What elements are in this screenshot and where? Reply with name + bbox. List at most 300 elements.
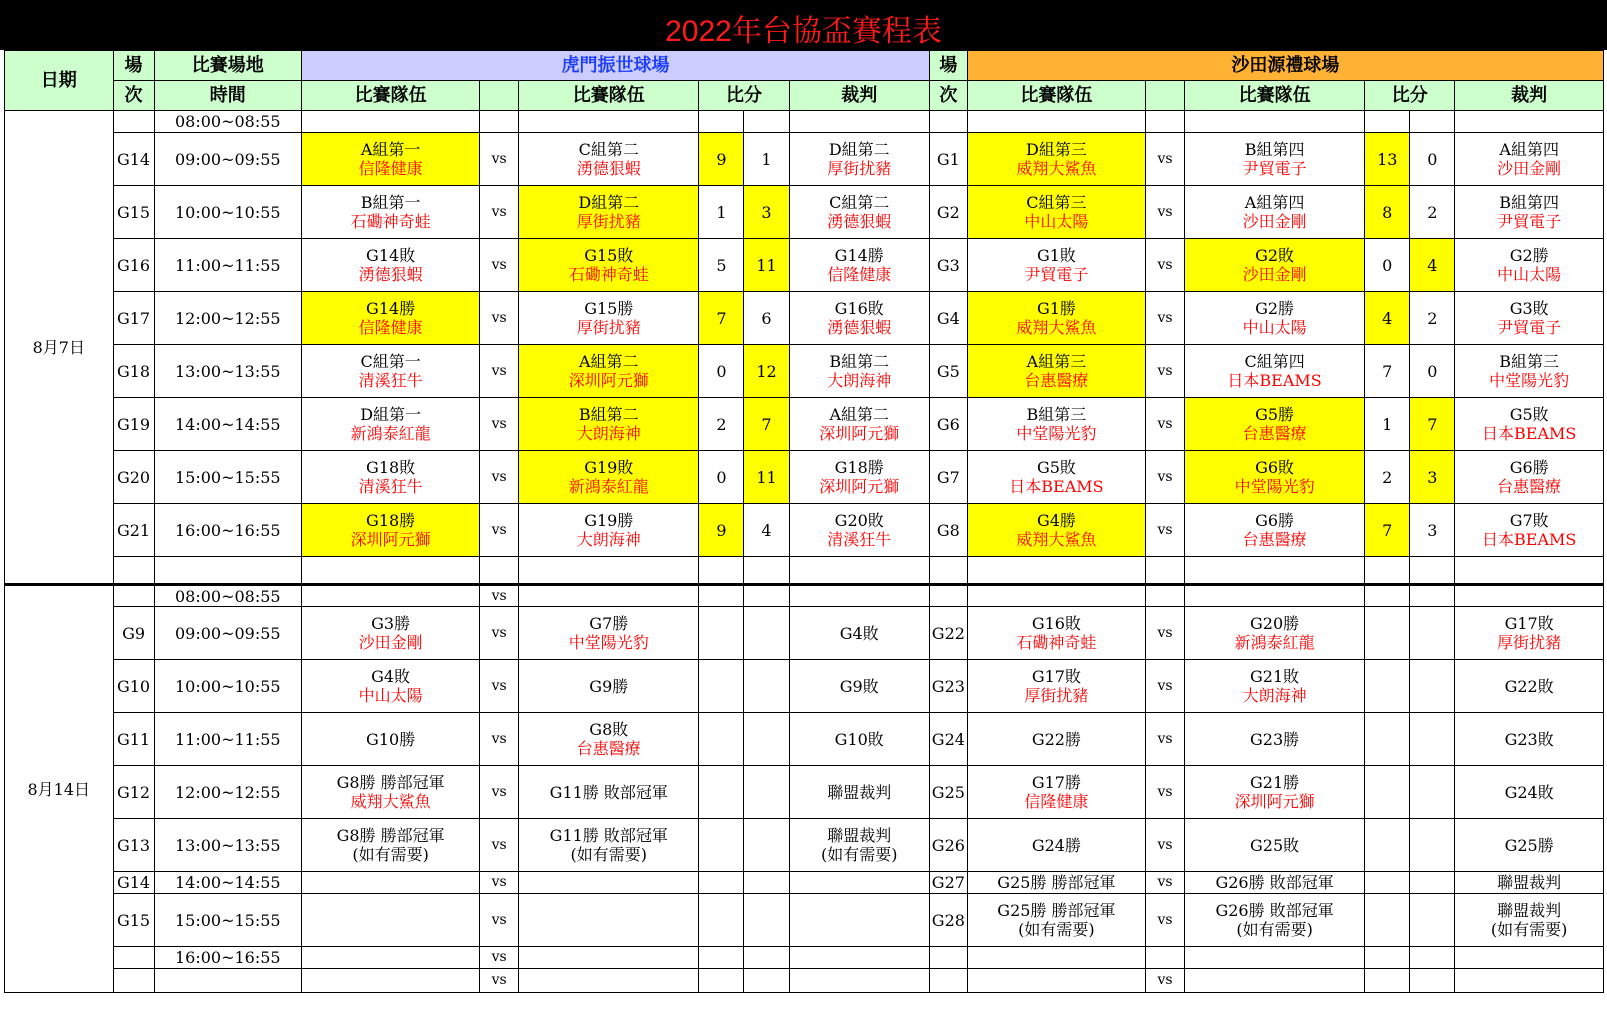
- referee-b-line: G6勝: [1509, 458, 1549, 477]
- round-b-line: G7: [936, 467, 960, 487]
- team-a1: [302, 504, 480, 557]
- team-a2-line: G19敗: [584, 458, 634, 477]
- round-a: [113, 872, 154, 894]
- score-a1: [699, 557, 744, 585]
- team-a1-line: D組第一: [360, 405, 422, 424]
- vs-b-line: vs: [1157, 362, 1173, 379]
- referee-a-line: 厚街扰豬: [827, 159, 892, 178]
- vs-a-line: vs: [491, 730, 507, 747]
- score-b2-line: 3: [1427, 520, 1438, 540]
- round-a: [113, 660, 154, 713]
- team-b1-line: G4勝: [1036, 511, 1076, 530]
- score-b2-line: 0: [1427, 361, 1438, 381]
- referee-b: [1455, 947, 1604, 969]
- team-a1-line: G10勝: [366, 729, 416, 749]
- score-b1-line: 7: [1382, 361, 1393, 381]
- team-b1-line: 信隆健康: [1024, 792, 1089, 811]
- score-a1-line: 0: [716, 361, 727, 381]
- score-b2: [1410, 345, 1455, 398]
- team-a1-line: G8勝 勝部冠軍: [336, 826, 445, 845]
- team-b2: [1184, 398, 1364, 451]
- score-a2: [744, 504, 789, 557]
- vs-b: [1146, 504, 1185, 557]
- team-a2: [519, 133, 699, 186]
- team-b1-line: G5敗: [1036, 458, 1076, 477]
- schedule-row: [5, 872, 1604, 894]
- round-b: [929, 766, 967, 819]
- score-a1-line: 5: [716, 255, 727, 275]
- team-b1-line: G25勝 勝部冠軍: [997, 901, 1116, 920]
- score-a2: [744, 111, 789, 133]
- score-a1: [699, 819, 744, 872]
- round-b-line: G22: [931, 623, 965, 643]
- team-a1: [302, 133, 480, 186]
- score-b1: [1365, 947, 1410, 969]
- vs-b: [1146, 345, 1185, 398]
- vs-a: [480, 872, 519, 894]
- schedule-row: [5, 345, 1604, 398]
- team-a1: [302, 660, 480, 713]
- round-b: [929, 504, 967, 557]
- team-a2-line: A組第二: [579, 352, 639, 371]
- round-b: [929, 292, 967, 345]
- vs-b: [1146, 766, 1185, 819]
- time-slot-line: 09:00~09:55: [174, 149, 281, 169]
- vs-b: [1146, 239, 1185, 292]
- vs-b: [1146, 713, 1185, 766]
- referee-a: [789, 111, 929, 133]
- team-a1-line: G3勝: [371, 614, 411, 633]
- team-b2: [1184, 872, 1364, 894]
- schedule-row: [5, 894, 1604, 947]
- vs-b-line: vs: [1157, 972, 1173, 988]
- team-b1: [967, 504, 1145, 557]
- header-score-b: 比分: [1365, 81, 1455, 111]
- score-b2: [1410, 969, 1455, 993]
- referee-a: [789, 713, 929, 766]
- round-a: [113, 133, 154, 186]
- vs-b: [1146, 660, 1185, 713]
- time-slot: [154, 292, 301, 345]
- score-b2: [1410, 451, 1455, 504]
- vs-a-line: vs: [491, 150, 507, 167]
- vs-b-line: vs: [1157, 874, 1173, 890]
- team-b2: [1184, 766, 1364, 819]
- time-slot: [154, 585, 301, 607]
- team-b2: [1184, 557, 1364, 585]
- team-a1: [302, 111, 480, 133]
- score-a2: [744, 607, 789, 660]
- team-a1-line: 清溪狂牛: [358, 477, 423, 496]
- referee-a-line: (如有需要): [820, 845, 898, 864]
- team-b2-line: 中山太陽: [1242, 318, 1307, 337]
- round-a: [113, 766, 154, 819]
- score-a1: [699, 292, 744, 345]
- referee-a-line: G16敗: [834, 299, 884, 318]
- score-a1: [699, 133, 744, 186]
- team-a2-line: 新鴻泰紅龍: [568, 477, 649, 496]
- score-b1: [1365, 607, 1410, 660]
- team-a2-line: 厚街扰豬: [576, 212, 641, 231]
- team-a1: [302, 585, 480, 607]
- header-venue-b: 沙田源禮球場: [967, 51, 1603, 81]
- score-b2: [1410, 504, 1455, 557]
- referee-a: [789, 186, 929, 239]
- score-b2: [1410, 766, 1455, 819]
- date-cell-line: 8月7日: [32, 337, 85, 357]
- score-b1: [1365, 713, 1410, 766]
- referee-a: [789, 451, 929, 504]
- referee-a-line: A組第二: [829, 405, 890, 424]
- team-b2-line: G25敗: [1250, 835, 1300, 855]
- time-slot-line: 15:00~15:55: [174, 910, 281, 930]
- team-a1-line: 深圳阿元獅: [350, 530, 431, 549]
- team-a1: [302, 947, 480, 969]
- team-a2-line: B組第二: [578, 405, 639, 424]
- vs-a: [480, 398, 519, 451]
- date-cell-line: 8月14日: [27, 779, 91, 799]
- round-b: [929, 713, 967, 766]
- score-a2: [744, 713, 789, 766]
- team-b1-line: G17敗: [1031, 667, 1081, 686]
- referee-a-line: G9敗: [839, 676, 879, 696]
- score-a2: [744, 292, 789, 345]
- vs-b-line: vs: [1157, 309, 1173, 326]
- vs-b: [1146, 292, 1185, 345]
- team-b1-line: 日本BEAMS: [1009, 477, 1104, 496]
- referee-a-line: B組第二: [829, 352, 890, 371]
- score-b1: [1365, 872, 1410, 894]
- round-b-line: G24: [931, 729, 965, 749]
- team-b2-line: G21勝: [1250, 773, 1300, 792]
- vs-b-line: vs: [1157, 730, 1173, 747]
- time-slot-line: 14:00~14:55: [174, 414, 281, 434]
- round-a-line: G17: [116, 308, 151, 328]
- team-a2-line: G11勝 敗部冠軍: [549, 782, 668, 802]
- score-a1-line: 0: [716, 467, 727, 487]
- vs-b: [1146, 969, 1185, 993]
- vs-b: [1146, 111, 1185, 133]
- team-a2-line: 大朗海神: [576, 530, 641, 549]
- referee-b: [1455, 133, 1604, 186]
- referee-b-line: G24敗: [1504, 782, 1554, 802]
- team-b2-line: G21敗: [1250, 667, 1300, 686]
- time-slot-line: 09:00~09:55: [174, 623, 281, 643]
- team-a1-line: G8勝 勝部冠軍: [336, 773, 445, 792]
- referee-b-line: G22敗: [1504, 676, 1554, 696]
- team-a2: [519, 186, 699, 239]
- team-b2-line: C組第四: [1244, 352, 1305, 371]
- round-a-line: G14: [116, 149, 151, 169]
- vs-b: [1146, 872, 1185, 894]
- header-team-a2: 比賽隊伍: [519, 81, 699, 111]
- time-slot: [154, 239, 301, 292]
- referee-a: [789, 504, 929, 557]
- team-b1: [967, 585, 1145, 607]
- referee-b: [1455, 872, 1604, 894]
- time-slot: [154, 713, 301, 766]
- score-b1: [1365, 557, 1410, 585]
- team-b1: [967, 292, 1145, 345]
- team-b2-line: A組第四: [1244, 193, 1305, 212]
- score-a2-line: 11: [756, 255, 777, 275]
- round-a: [113, 557, 154, 585]
- vs-b-line: vs: [1157, 836, 1173, 853]
- header-score-a: 比分: [699, 81, 789, 111]
- team-b2-line: G2勝: [1255, 299, 1295, 318]
- team-a2: [519, 504, 699, 557]
- team-a2-line: 中堂陽光豹: [568, 633, 649, 652]
- score-a2: [744, 133, 789, 186]
- vs-b: [1146, 607, 1185, 660]
- vs-b-line: vs: [1157, 624, 1173, 641]
- referee-b: [1455, 345, 1604, 398]
- schedule-row: [5, 292, 1604, 345]
- score-a1: [699, 766, 744, 819]
- referee-b-line: G2勝: [1509, 246, 1549, 265]
- team-a1: [302, 607, 480, 660]
- team-b2-line: 沙田金剛: [1242, 265, 1307, 284]
- header-referee-b: 裁判: [1455, 81, 1604, 111]
- header-round-bottom-b: 次: [929, 81, 967, 111]
- team-a2: [519, 111, 699, 133]
- header-referee-a: 裁判: [789, 81, 929, 111]
- team-a2-line: G11勝 敗部冠軍: [549, 826, 668, 845]
- time-slot-line: 14:00~14:55: [174, 873, 281, 892]
- header-round-bottom: 次: [113, 81, 154, 111]
- referee-b-line: B組第四: [1499, 193, 1560, 212]
- round-a-line: G13: [116, 835, 151, 855]
- team-b2: [1184, 133, 1364, 186]
- team-b1-line: G1敗: [1036, 246, 1076, 265]
- team-a1: [302, 292, 480, 345]
- team-a1-line: G4敗: [371, 667, 411, 686]
- team-a2: [519, 398, 699, 451]
- referee-b-line: 聯盟裁判: [1497, 873, 1562, 892]
- round-b-line: G6: [936, 414, 960, 434]
- round-a-line: G18: [116, 361, 151, 381]
- team-b1: [967, 557, 1145, 585]
- referee-a: [789, 969, 929, 993]
- score-a2: [744, 660, 789, 713]
- score-a1-line: 9: [716, 149, 727, 169]
- schedule-row: [5, 398, 1604, 451]
- schedule-row: [5, 819, 1604, 872]
- score-a2: [744, 819, 789, 872]
- referee-a: [789, 607, 929, 660]
- score-b2: [1410, 872, 1455, 894]
- referee-a: [789, 345, 929, 398]
- time-slot: [154, 607, 301, 660]
- schedule-row: [5, 947, 1604, 969]
- team-a2-line: G19勝: [584, 511, 634, 530]
- score-b2: [1410, 894, 1455, 947]
- referee-a-line: 深圳阿元獅: [819, 424, 900, 443]
- team-a1: [302, 239, 480, 292]
- vs-b: [1146, 557, 1185, 585]
- schedule-row: [5, 504, 1604, 557]
- vs-a: [480, 186, 519, 239]
- score-b1: [1365, 766, 1410, 819]
- team-a1: [302, 557, 480, 585]
- referee-a-line: 湧德狠蝦: [827, 212, 892, 231]
- referee-a: [789, 766, 929, 819]
- schedule-row: [5, 713, 1604, 766]
- team-b1-line: G16敗: [1031, 614, 1081, 633]
- referee-a-line: 聯盟裁判: [827, 782, 892, 802]
- team-b2-line: (如有需要): [1236, 920, 1313, 939]
- time-slot-line: 12:00~12:55: [174, 308, 281, 328]
- round-a-line: G19: [116, 414, 151, 434]
- score-b1-line: 4: [1382, 308, 1393, 328]
- vs-a-line: vs: [491, 309, 507, 326]
- vs-b-line: vs: [1157, 203, 1173, 220]
- time-slot-line: 15:00~15:55: [174, 467, 281, 487]
- team-b1-line: 威翔大鯊魚: [1016, 159, 1097, 178]
- score-b1: [1365, 398, 1410, 451]
- score-b2: [1410, 585, 1455, 607]
- vs-a: [480, 947, 519, 969]
- round-b-line: G3: [936, 255, 960, 275]
- page-title: 2022年台協盃賽程表: [665, 15, 942, 48]
- time-slot: [154, 504, 301, 557]
- referee-b: [1455, 894, 1604, 947]
- vs-a: [480, 607, 519, 660]
- referee-b-line: 台惠醫療: [1497, 477, 1562, 496]
- header-team-a1: 比賽隊伍: [302, 81, 480, 111]
- vs-a-line: vs: [491, 624, 507, 641]
- team-a2: [519, 819, 699, 872]
- score-a2-line: 6: [761, 308, 772, 328]
- score-a1: [699, 969, 744, 993]
- round-a-line: G15: [116, 202, 151, 222]
- vs-b-line: vs: [1157, 150, 1173, 167]
- score-a2: [744, 451, 789, 504]
- vs-a: [480, 660, 519, 713]
- score-a2: [744, 894, 789, 947]
- team-b2-line: 大朗海神: [1242, 686, 1307, 705]
- referee-b: [1455, 819, 1604, 872]
- referee-b: [1455, 969, 1604, 993]
- referee-b: [1455, 451, 1604, 504]
- referee-a: [789, 660, 929, 713]
- team-b2-line: 深圳阿元獅: [1234, 792, 1315, 811]
- referee-a-line: G4敗: [839, 623, 879, 643]
- vs-a: [480, 133, 519, 186]
- time-slot-line: 12:00~12:55: [174, 782, 281, 802]
- score-a1: [699, 398, 744, 451]
- round-b: [929, 398, 967, 451]
- team-b1-line: 厚街扰豬: [1024, 686, 1089, 705]
- time-slot: [154, 766, 301, 819]
- team-a1-line: 石磡神奇蛙: [350, 212, 431, 231]
- time-slot-line: 13:00~13:55: [174, 835, 281, 855]
- vs-a-line: vs: [491, 972, 507, 988]
- header-team-b1: 比賽隊伍: [967, 81, 1145, 111]
- team-a1: [302, 345, 480, 398]
- round-b-line: G5: [936, 361, 960, 381]
- team-a1: [302, 713, 480, 766]
- vs-b-line: vs: [1157, 468, 1173, 485]
- team-b1-line: C組第三: [1026, 193, 1087, 212]
- score-b1: [1365, 133, 1410, 186]
- team-a2: [519, 713, 699, 766]
- referee-a-line: 湧德狠蝦: [827, 318, 892, 337]
- referee-b-line: G25勝: [1504, 835, 1554, 855]
- score-a2: [744, 585, 789, 607]
- team-b1: [967, 133, 1145, 186]
- team-b1: [967, 819, 1145, 872]
- team-b1: [967, 186, 1145, 239]
- team-b2: [1184, 969, 1364, 993]
- score-b1-line: 13: [1377, 149, 1398, 169]
- score-b1: [1365, 292, 1410, 345]
- score-a2: [744, 872, 789, 894]
- round-b-line: G25: [931, 782, 965, 802]
- round-b: [929, 451, 967, 504]
- score-a1: [699, 585, 744, 607]
- referee-a-line: G18勝: [834, 458, 884, 477]
- team-a1-line: G18敗: [366, 458, 416, 477]
- referee-b: [1455, 557, 1604, 585]
- score-b1-line: 1: [1382, 414, 1393, 434]
- team-b2-line: G5勝: [1255, 405, 1295, 424]
- vs-a: [480, 713, 519, 766]
- team-a1-line: G18勝: [366, 511, 416, 530]
- team-b2-line: 台惠醫療: [1242, 530, 1307, 549]
- referee-a: [789, 872, 929, 894]
- round-b-line: G27: [931, 873, 965, 892]
- team-b1-line: 威翔大鯊魚: [1016, 530, 1097, 549]
- team-a1-line: 湧德狠蝦: [358, 265, 423, 284]
- round-b: [929, 111, 967, 133]
- time-slot: [154, 345, 301, 398]
- score-b2-line: 2: [1427, 202, 1438, 222]
- team-b2-line: 尹貿電子: [1242, 159, 1307, 178]
- team-a2: [519, 894, 699, 947]
- team-a1-line: G14敗: [366, 246, 416, 265]
- referee-a-line: 信隆健康: [827, 265, 892, 284]
- time-slot: [154, 819, 301, 872]
- vs-b: [1146, 133, 1185, 186]
- vs-b-line: vs: [1157, 911, 1173, 928]
- team-b2-line: G6勝: [1255, 511, 1295, 530]
- team-b1-line: D組第三: [1026, 140, 1087, 159]
- vs-a-line: vs: [491, 874, 507, 890]
- team-b2: [1184, 713, 1364, 766]
- vs-b: [1146, 451, 1185, 504]
- team-a1: [302, 398, 480, 451]
- title-bar: [0, 0, 1607, 50]
- referee-b-line: 尹貿電子: [1497, 212, 1562, 231]
- time-slot: [154, 111, 301, 133]
- score-b2: [1410, 557, 1455, 585]
- team-a2-line: 厚街扰豬: [576, 318, 641, 337]
- vs-a-line: vs: [491, 836, 507, 853]
- team-a1-line: 威翔大鯊魚: [350, 792, 431, 811]
- score-a2-line: 3: [761, 202, 772, 222]
- score-a1: [699, 345, 744, 398]
- score-b1-line: 2: [1382, 467, 1393, 487]
- team-a1-line: (如有需要): [352, 845, 429, 864]
- referee-a-line: 清溪狂牛: [827, 530, 892, 549]
- team-a2-line: 深圳阿元獅: [568, 371, 649, 390]
- round-b: [929, 947, 967, 969]
- time-slot-line: 16:00~16:55: [174, 520, 281, 540]
- vs-a-line: vs: [491, 783, 507, 800]
- referee-a-line: 大朗海神: [827, 371, 892, 390]
- vs-b: [1146, 186, 1185, 239]
